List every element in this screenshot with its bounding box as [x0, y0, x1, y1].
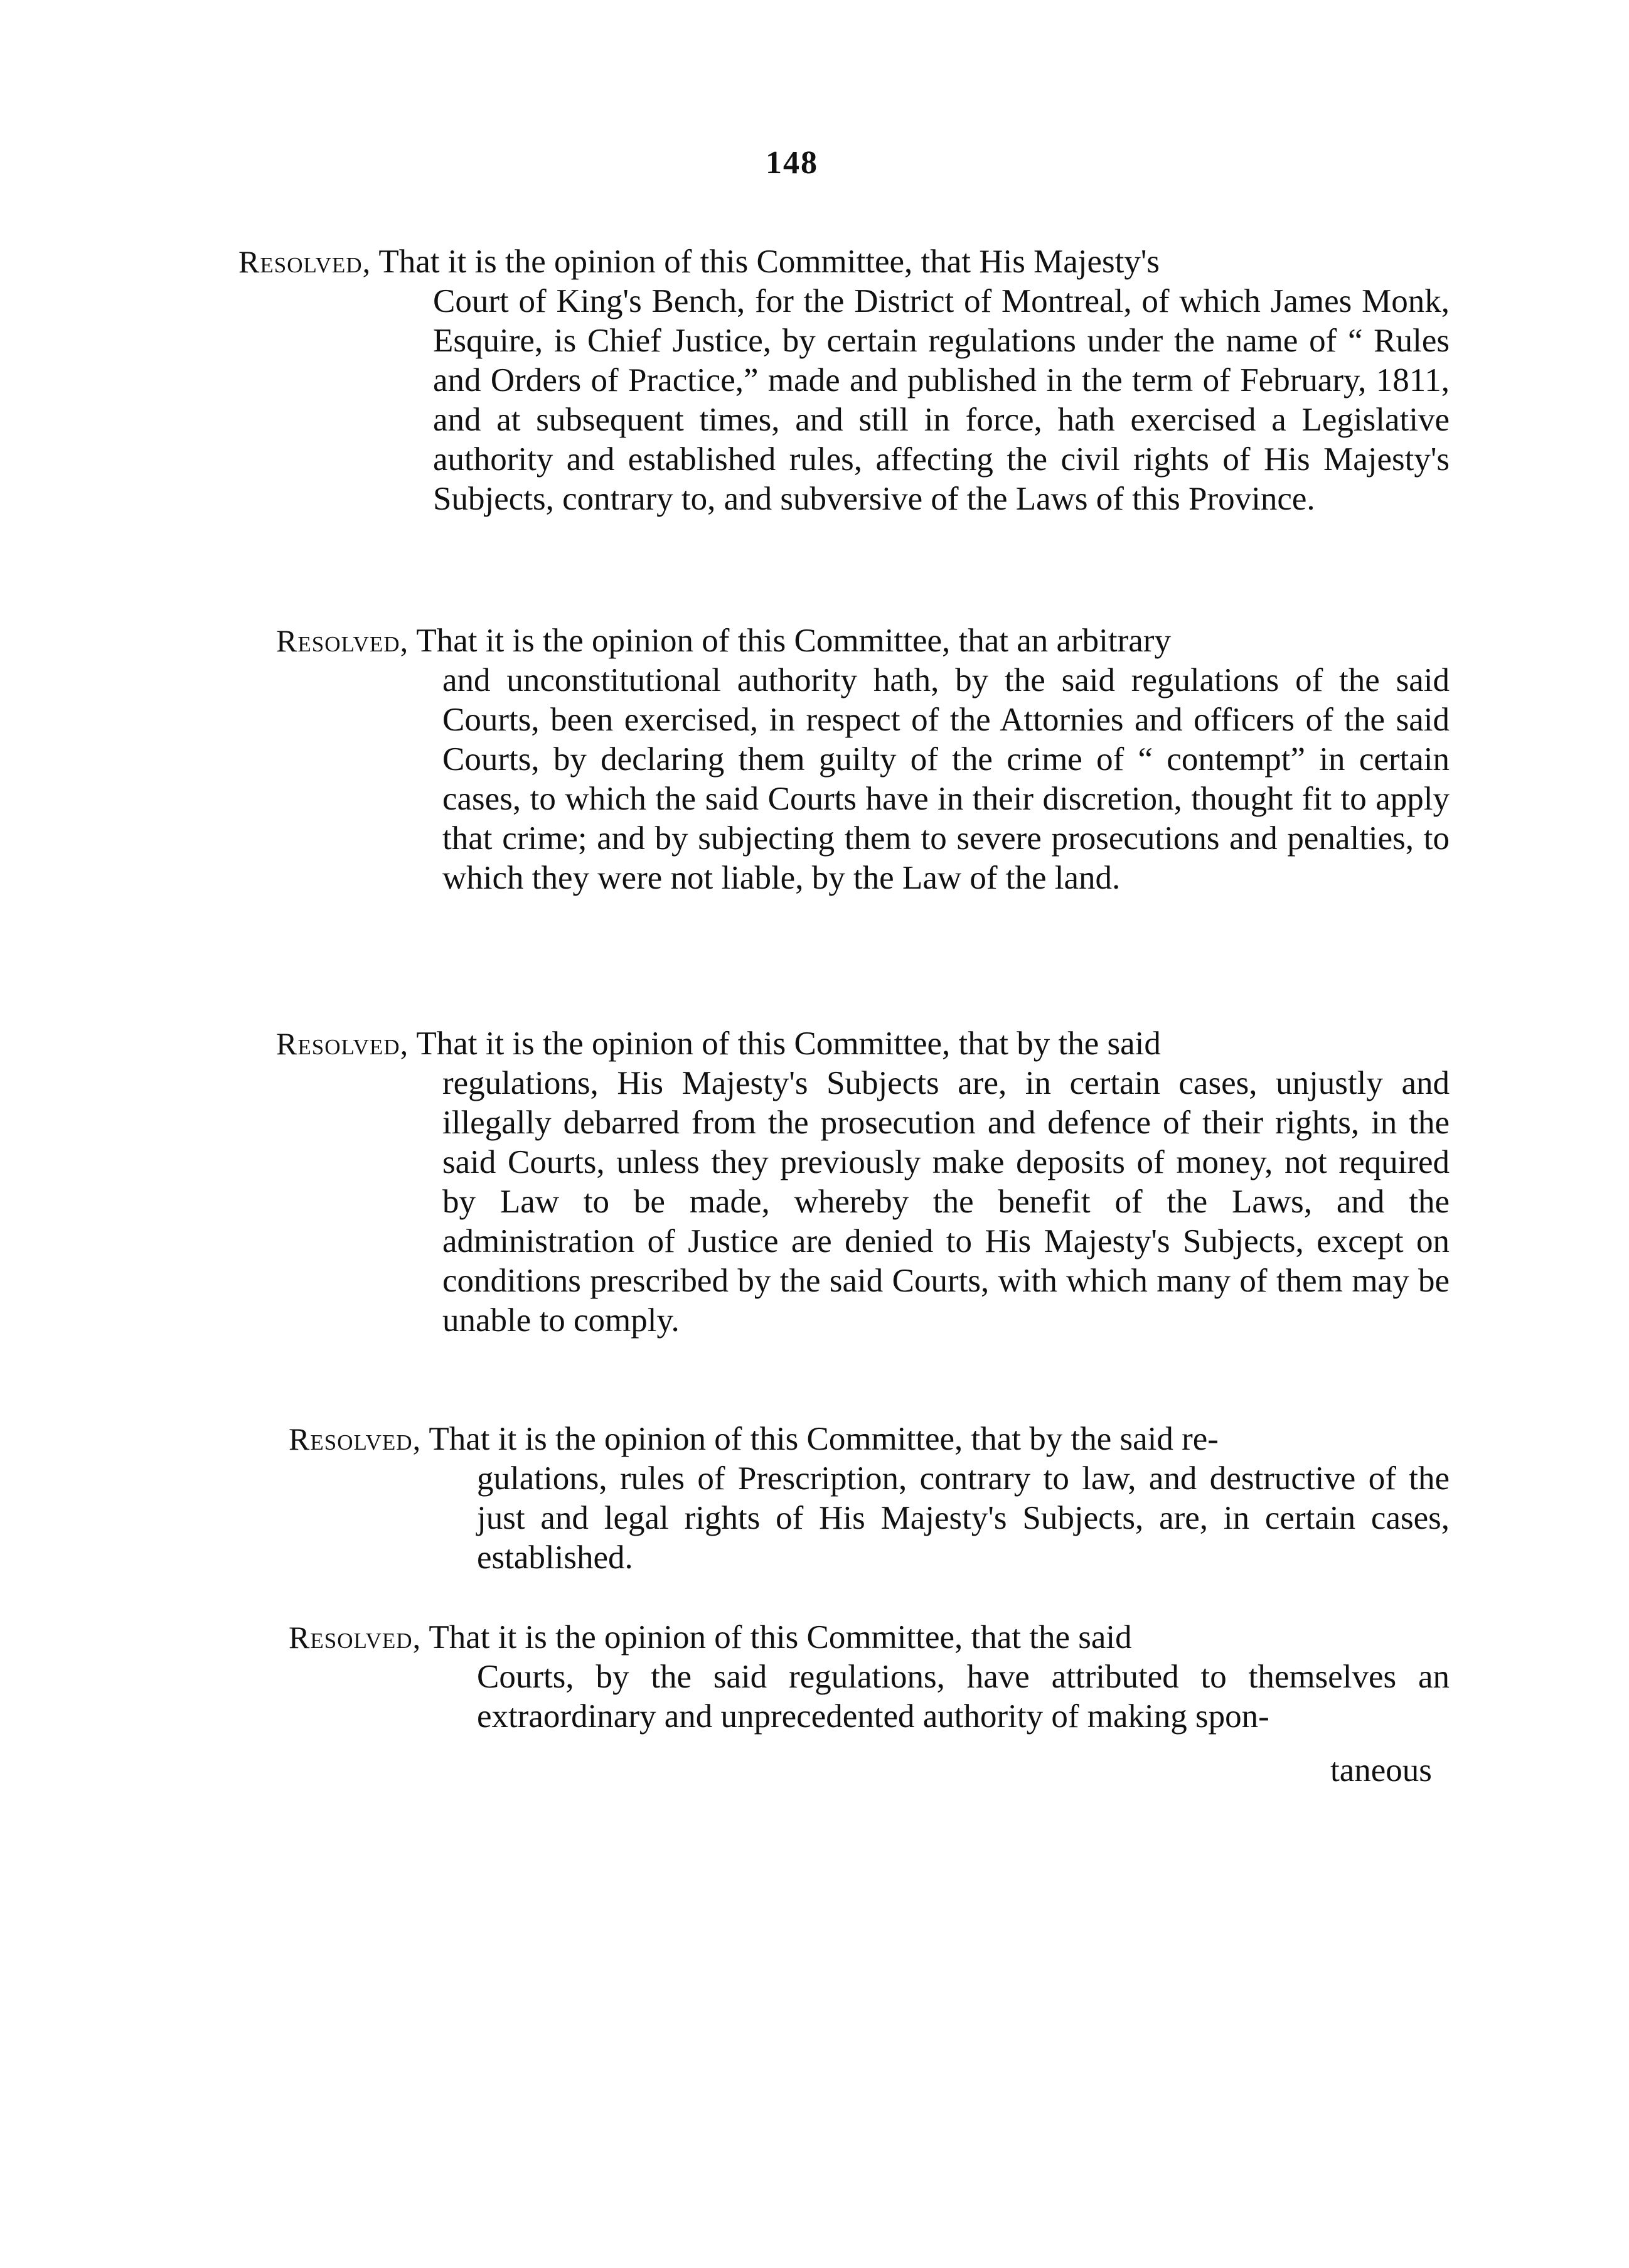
resolution-body: regulations, His Majesty's Subjects are, in certain cases, unjustly and illegally debarred from the prosecution and defence of their rights, in the said Courts, unless they previously make deposits of money, not required by Law to be made, whereby the benefit of the Laws, and the administration of Justice are denied to His Majesty's Subjects, except on conditions prescribed by the said Courts, with which many of them may be unable to comply. — [442, 1065, 1450, 1339]
resolution-4 — [289, 1420, 1450, 1578]
resolution-body: and unconstitutional authority hath, by the said regulations of the said Courts, been exercised, in respect of the Attornies and officers of the said Courts, by declaring them guilty of the crime of “ contempt” in certain cases, to which the said Courts have in their discretion, thought fit to apply that crime; and by subjecting them to severe prosecutions and penalties, to which they were not liable, by the Law of the land. — [442, 662, 1450, 896]
resolution-lead: Resolved, — [276, 623, 409, 658]
resolution-first-line: That it is the opinion of this Committee, that by the said — [416, 1025, 1161, 1062]
resolution-first-line: That it is the opinion of this Committee, that His Majesty's — [378, 243, 1160, 280]
resolution-body: Court of King's Bench, for the District of Montreal, of which James Monk, Esquire, is Chief Justice, by certain regulations under the name of “ Rules and Orders of Practice,” made and published in the term of February, 1811, and at subsequent times, and still in force, hath exercised a Legislative authority and established rules, affecting the civil rights of His Majesty's Subjects, contrary to, and subversive of the Laws of this Province. — [433, 283, 1450, 517]
page-number: 148 — [766, 145, 818, 181]
resolution-5 — [289, 1618, 1450, 1736]
resolution-body: Courts, by the said regulations, have attributed to themselves an extraordinary and unprecedented authority of making spon- — [477, 1659, 1450, 1735]
resolution-first-line: That it is the opinion of this Committee, that by the said re- — [429, 1421, 1219, 1457]
resolution-lead: Resolved, — [289, 1421, 422, 1457]
resolution-lead: Resolved, — [276, 1026, 409, 1061]
resolution-first-line: That it is the opinion of this Committee, that the said — [429, 1619, 1132, 1656]
resolution-3 — [276, 1024, 1450, 1340]
resolution-lead: Resolved, — [238, 244, 371, 279]
resolution-1 — [238, 242, 1450, 519]
resolution-2 — [276, 621, 1450, 898]
resolution-body: gulations, rules of Prescription, contrary to law, and destructive of the just and legal rights of His Majesty's Subjects, are, in certain cases, established. — [477, 1460, 1450, 1576]
resolution-lead: Resolved, — [289, 1620, 422, 1655]
catchword: taneous — [1330, 1752, 1432, 1789]
resolution-first-line: That it is the opinion of this Committee, that an arbitrary — [416, 623, 1171, 659]
